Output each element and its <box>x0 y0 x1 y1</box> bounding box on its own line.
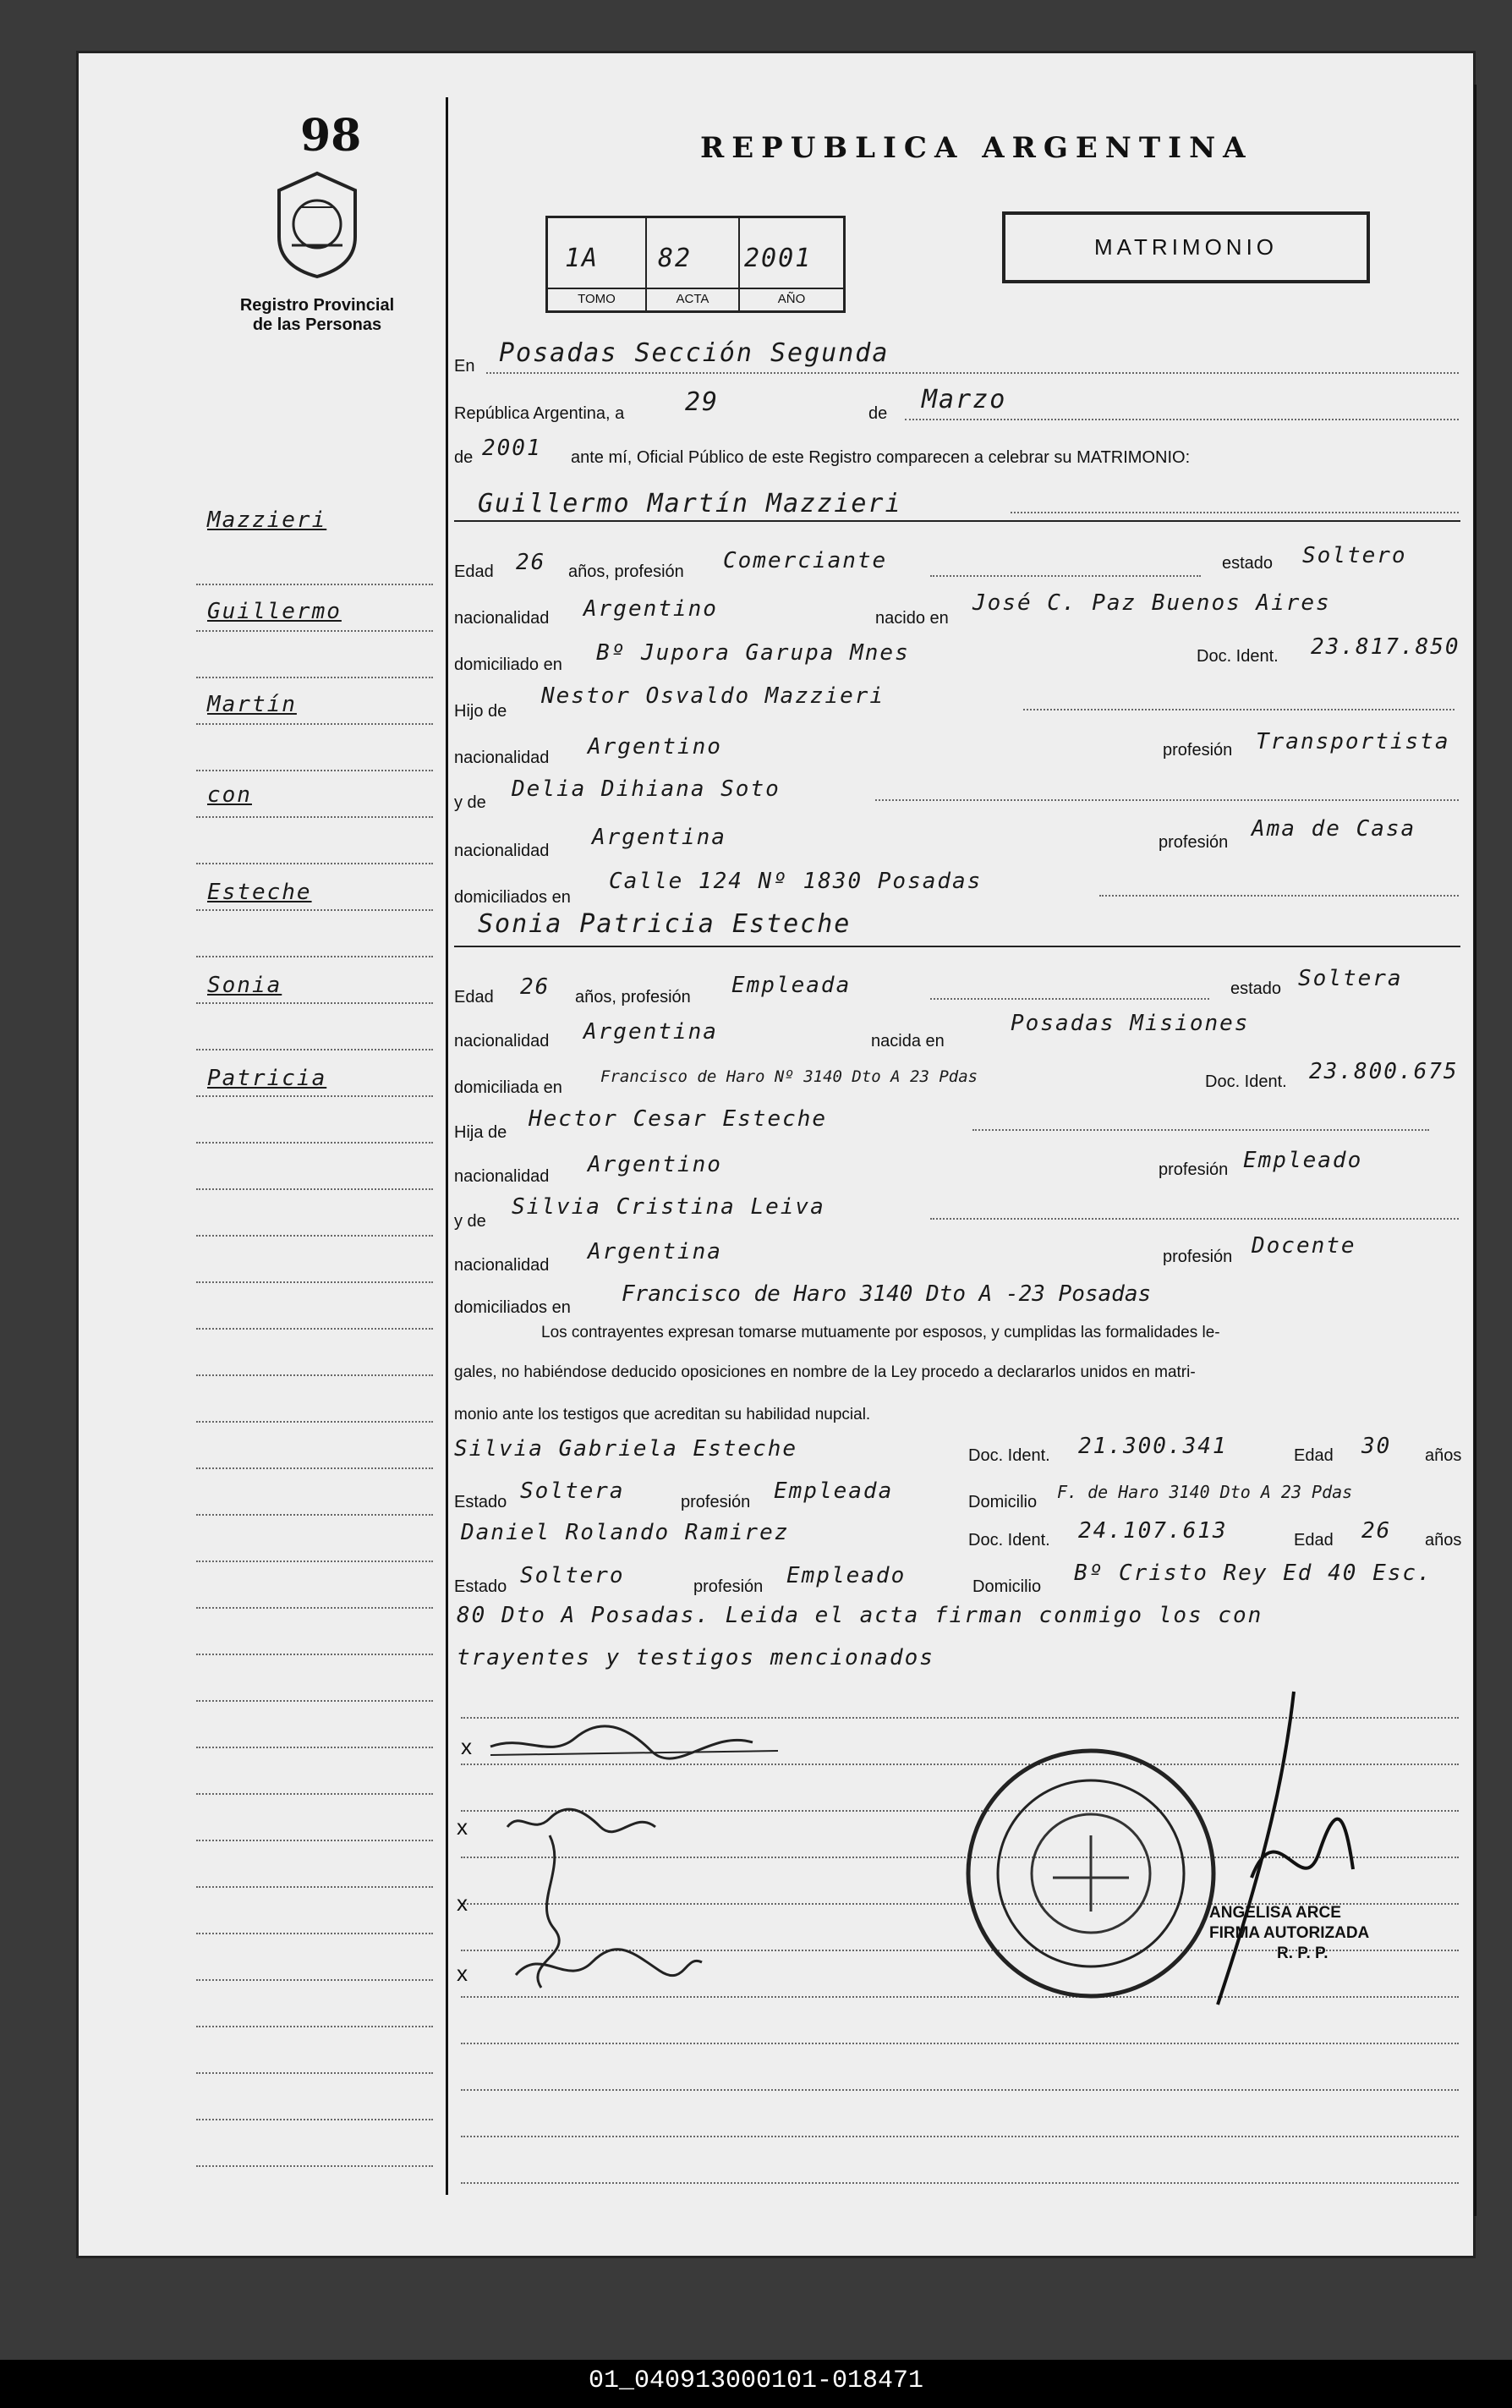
groom-father-nac-value: Argentino <box>588 734 722 760</box>
groom-parents-dom-label: domiciliados en <box>454 888 571 907</box>
witness1-dom-label: Domicilio <box>968 1493 1038 1511</box>
margin-rule <box>196 816 433 818</box>
margin-rule <box>196 1979 433 1981</box>
margin-rule <box>196 1561 433 1562</box>
year-prefix: de <box>454 448 474 467</box>
groom-parents-dom-value: Calle 124 Nº 1830 Posadas <box>609 869 983 894</box>
margin-rule <box>196 2165 433 2167</box>
right-border <box>1474 85 1476 2216</box>
month-value: Marzo <box>922 385 1007 414</box>
groom-prof-value: Comerciante <box>723 548 888 573</box>
bride-hija-label: Hija de <box>454 1123 507 1142</box>
margin-rule <box>196 956 433 957</box>
official-stamp-line1: ANGELISA ARCE <box>1209 1904 1341 1922</box>
groom-yde-label: y de <box>454 793 486 812</box>
bride-nacida-label: nacida en <box>871 1032 945 1050</box>
legal-text-line2: gales, no habiéndose deducido oposiciones en nombre de la Ley procedo a declararlos unidos en matri- <box>454 1363 1196 1381</box>
bride-mother-value: Silvia Cristina Leiva <box>512 1194 825 1220</box>
groom-mother-nac-label: nacionalidad <box>454 842 550 860</box>
ano-label: AÑO <box>777 292 806 306</box>
witness2-doc-value: 24.107.613 <box>1078 1518 1228 1544</box>
margin-rule <box>196 1188 433 1190</box>
margin-rule <box>196 1747 433 1748</box>
bride-father-prof-value: Empleado <box>1243 1148 1363 1173</box>
bride-parents-dom-label: domiciliados en <box>454 1298 571 1317</box>
bride-doc-label: Doc. Ident. <box>1205 1072 1287 1091</box>
bride-nac-value: Argentina <box>583 1019 718 1045</box>
signature-mark-3: x <box>457 1890 468 1916</box>
margin-rule <box>196 1049 433 1050</box>
groom-edad-label: Edad <box>454 562 494 581</box>
margin-rule <box>196 1142 433 1144</box>
registry-name-line1: Registro Provincial <box>239 296 395 315</box>
bride-prof-label: años, profesión <box>575 988 691 1007</box>
witness1-edad-value: 30 <box>1361 1434 1392 1459</box>
groom-nacido-value: José C. Paz Buenos Aires <box>972 590 1331 616</box>
bride-yde-label: y de <box>454 1212 486 1231</box>
witness1-estado-value: Soltera <box>520 1478 625 1504</box>
official-registry-stamp-icon <box>960 1742 1222 2005</box>
witness2-doc-label: Doc. Ident. <box>968 1531 1050 1550</box>
margin-name: Patricia <box>207 1066 327 1091</box>
margin-rule <box>196 1514 433 1516</box>
groom-father-nac-label: nacionalidad <box>454 749 550 767</box>
witness1-estado-label: Estado <box>454 1493 507 1511</box>
witness1-prof-value: Empleada <box>774 1478 894 1504</box>
margin-name: Esteche <box>207 880 312 905</box>
bride-mother-prof-label: profesión <box>1163 1248 1233 1266</box>
groom-nac-value: Argentino <box>583 596 718 622</box>
month-de-label: de <box>868 404 888 423</box>
groom-doc-label: Doc. Ident. <box>1197 647 1279 666</box>
year-value: 2001 <box>482 436 542 461</box>
acta-value: 82 <box>658 244 693 273</box>
margin-rule <box>196 1654 433 1655</box>
ano-value: 2001 <box>744 244 813 273</box>
groom-mother-prof-value: Ama de Casa <box>1252 816 1416 842</box>
groom-nac-label: nacionalidad <box>454 609 550 628</box>
margin-rule <box>196 770 433 771</box>
bride-father-nac-value: Argentino <box>588 1152 722 1177</box>
margin-rule <box>196 863 433 864</box>
bride-doc-value: 23.800.675 <box>1309 1059 1459 1084</box>
witness1-doc-value: 21.300.341 <box>1078 1434 1228 1459</box>
republica-label: República Argentina, a <box>454 404 625 423</box>
groom-mother-nac-value: Argentina <box>592 825 726 850</box>
witness2-name: Daniel Rolando Ramirez <box>461 1520 790 1545</box>
en-value: Posadas Sección Segunda <box>499 338 890 368</box>
official-stamp-line2: FIRMA AUTORIZADA <box>1209 1924 1370 1942</box>
signature-mark-2: x <box>457 1814 468 1840</box>
registry-name-line2: de las Personas <box>252 315 382 334</box>
margin-rule <box>196 1840 433 1841</box>
margin-rule <box>196 1095 433 1097</box>
bride-father-prof-label: profesión <box>1159 1160 1229 1179</box>
groom-estado-value: Soltero <box>1302 543 1407 568</box>
signature-mark-1: x <box>461 1734 472 1759</box>
margin-rule <box>196 1374 433 1376</box>
witness2-estado-label: Estado <box>454 1577 507 1596</box>
margin-name: Martín <box>207 692 297 717</box>
groom-dom-value: Bº Jupora Garupa Mnes <box>596 640 910 666</box>
registry-name <box>216 296 419 335</box>
bride-mother-nac-value: Argentina <box>588 1239 722 1264</box>
groom-nacido-label: nacido en <box>875 609 949 628</box>
tomo-value: 1A <box>565 244 600 273</box>
witness1-dom-value: F. de Haro 3140 Dto A 23 Pdas <box>1057 1482 1353 1502</box>
witness2-estado-value: Soltero <box>520 1563 625 1588</box>
margin-rule <box>196 723 433 725</box>
bride-prof-value: Empleada <box>731 973 852 998</box>
groom-father-prof-value: Transportista <box>1256 729 1450 754</box>
margin-divider <box>446 97 448 2195</box>
witness1-prof-label: profesión <box>681 1493 751 1511</box>
margin-name: con <box>207 782 252 808</box>
margin-rule <box>196 1421 433 1423</box>
day-value: 29 <box>685 387 720 417</box>
bride-dom-value: Francisco de Haro Nº 3140 Dto A 23 Pdas <box>600 1067 978 1086</box>
official-stamp-text <box>1209 1903 1369 1964</box>
margin-name: Guillermo <box>207 599 342 624</box>
witness2-dom-label: Domicilio <box>972 1577 1042 1596</box>
margin-rule <box>196 2072 433 2074</box>
legal-text-line1: Los contrayentes expresan tomarse mutuamente por esposos, y cumplidas las formalidades le- <box>541 1324 1220 1341</box>
bride-father-value: Hector Cesar Esteche <box>529 1106 828 1132</box>
en-label: En <box>454 357 475 376</box>
ruled-line <box>461 2043 1459 2044</box>
margin-rule <box>196 2026 433 2027</box>
groom-estado-label: estado <box>1222 554 1274 573</box>
bride-estado-label: estado <box>1230 979 1282 998</box>
ruled-line <box>461 2089 1459 2091</box>
groom-hijo-label: Hijo de <box>454 702 507 721</box>
groom-name: Guillermo Martín Mazzieri <box>478 489 902 518</box>
margin-rule <box>196 677 433 678</box>
margin-rule <box>196 1700 433 1702</box>
ante-text: ante mí, Oficial Público de este Registro comparecen a celebrar su MATRIMONIO: <box>571 448 1191 467</box>
witness1-edad-label: Edad <box>1294 1446 1334 1465</box>
bride-dom-label: domiciliada en <box>454 1078 562 1097</box>
province-seal-icon <box>266 165 368 283</box>
record-type-box: MATRIMONIO <box>1002 211 1370 283</box>
closing-line1: 80 Dto A Posadas. Leida el acta firman conmigo los con <box>457 1603 1263 1628</box>
bride-nac-label: nacionalidad <box>454 1032 550 1050</box>
witness2-anos-label: años <box>1425 1531 1462 1550</box>
margin-rule <box>196 1281 433 1283</box>
witness2-edad-label: Edad <box>1294 1531 1334 1550</box>
bride-nacida-value: Posadas Misiones <box>1011 1011 1250 1036</box>
handwritten-signatures <box>474 1700 829 2021</box>
witness2-dom-value: Bº Cristo Rey Ed 40 Esc. <box>1074 1561 1433 1586</box>
margin-rule <box>196 1328 433 1330</box>
margin-rule <box>196 909 433 911</box>
closing-line2: trayentes y testigos mencionados <box>457 1645 934 1670</box>
bride-name: Sonia Patricia Esteche <box>478 909 852 939</box>
margin-rule <box>196 1467 433 1469</box>
margin-rule <box>196 584 433 585</box>
witness1-anos-label: años <box>1425 1446 1462 1465</box>
margin-rule <box>196 630 433 632</box>
groom-doc-value: 23.817.850 <box>1311 634 1460 660</box>
bride-father-nac-label: nacionalidad <box>454 1167 550 1186</box>
groom-father-value: Nestor Osvaldo Mazzieri <box>541 683 885 709</box>
ruled-line <box>461 2136 1459 2137</box>
margin-rule <box>196 1793 433 1795</box>
margin-rule <box>196 1002 433 1004</box>
groom-prof-label: años, profesión <box>568 562 684 581</box>
margin-rule <box>196 2119 433 2120</box>
margin-name: Mazzieri <box>207 507 327 533</box>
tomo-label: TOMO <box>578 292 616 306</box>
acta-label: ACTA <box>676 292 709 306</box>
witness1-name: Silvia Gabriela Esteche <box>454 1436 798 1462</box>
witness2-edad-value: 26 <box>1361 1518 1392 1544</box>
record-number-box <box>545 216 846 313</box>
legal-text-line3: monio ante los testigos que acreditan su habilidad nupcial. <box>454 1406 871 1423</box>
groom-father-prof-label: profesión <box>1163 741 1233 760</box>
bride-estado-value: Soltera <box>1298 966 1403 991</box>
witness2-prof-value: Empleado <box>786 1563 907 1588</box>
scan-id: 01_040913000101-018471 <box>588 2367 924 2395</box>
margin-name: Sonia <box>207 973 282 998</box>
margin-rule <box>196 1235 433 1237</box>
margin-rule <box>196 1933 433 1934</box>
margin-rule <box>196 1607 433 1609</box>
groom-mother-value: Delia Dihiana Soto <box>512 776 781 802</box>
page-number: 98 <box>300 110 362 162</box>
groom-dom-label: domiciliado en <box>454 655 562 674</box>
ruled-line <box>461 2182 1459 2184</box>
country-title: REPUBLICA ARGENTINA <box>700 131 1253 165</box>
groom-mother-prof-label: profesión <box>1159 833 1229 852</box>
bride-parents-dom-value: Francisco de Haro 3140 Dto A -23 Posadas <box>622 1281 1152 1307</box>
signature-mark-4: x <box>457 1961 468 1986</box>
bride-mother-nac-label: nacionalidad <box>454 1256 550 1275</box>
bride-edad-value: 26 <box>520 974 551 1000</box>
witness1-doc-label: Doc. Ident. <box>968 1446 1050 1465</box>
witness2-prof-label: profesión <box>693 1577 764 1596</box>
bride-mother-prof-value: Docente <box>1252 1233 1356 1259</box>
bride-edad-label: Edad <box>454 988 494 1007</box>
groom-edad-value: 26 <box>516 550 546 575</box>
margin-rule <box>196 1886 433 1888</box>
official-stamp-line3: R. P. P. <box>1277 1945 1328 1962</box>
